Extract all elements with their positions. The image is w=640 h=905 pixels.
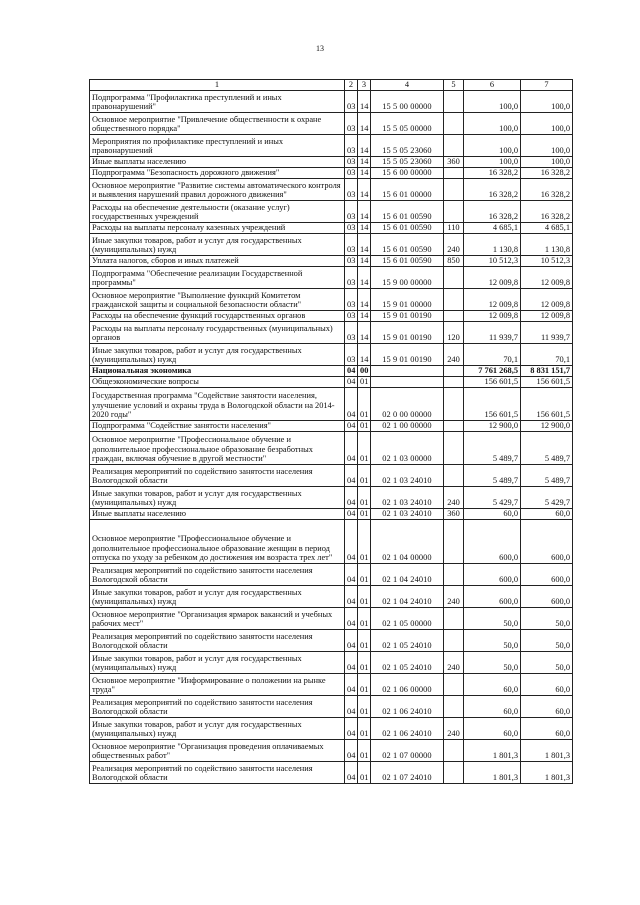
subsection-code-cell: 14 [358,289,371,311]
amount-year2-cell: 4 685,1 [521,223,573,234]
amount-year1-cell: 12 900,0 [464,421,521,432]
target-article-cell: 02 1 03 24010 [371,487,444,509]
expense-type-cell: 240 [444,652,464,674]
section-code-cell: 03 [345,311,358,322]
subsection-code-cell: 00 [358,366,371,377]
expense-type-cell [444,289,464,311]
table-row [90,377,573,388]
amount-year1-cell: 60,0 [464,696,521,718]
row-name-cell: Подпрограмма "Обеспечение реализации Государственной программы" [90,267,345,289]
section-code-cell: 04 [345,762,358,784]
table-row [90,311,573,322]
target-article-cell: 02 1 06 24010 [371,718,444,740]
row-name-cell: Расходы на обеспечение функций государственных органов [90,311,345,322]
row-name-cell: Реализация мероприятий по содействию занятости населения Вологодской области [90,630,345,652]
row-name-cell: Общеэкономические вопросы [90,377,345,388]
expense-type-cell [444,740,464,762]
amount-year1-cell: 156 601,5 [464,388,521,421]
expense-type-cell [444,168,464,179]
section-code-cell: 04 [345,487,358,509]
column-header: 1 [90,80,345,91]
amount-year1-cell: 50,0 [464,630,521,652]
amount-year2-cell: 60,0 [521,509,573,520]
amount-year1-cell: 5 489,7 [464,432,521,465]
section-code-cell: 04 [345,718,358,740]
section-code-cell: 04 [345,366,358,377]
table-row [90,564,573,586]
table-row [90,168,573,179]
subsection-code-cell: 14 [358,234,371,256]
column-header: 5 [444,80,464,91]
target-article-cell: 15 9 01 00190 [371,311,444,322]
amount-year2-cell: 1 130,8 [521,234,573,256]
table-row [90,487,573,509]
expense-type-cell [444,465,464,487]
table-row [90,465,573,487]
table-row [90,421,573,432]
section-code-cell: 03 [345,135,358,157]
expense-type-cell [444,388,464,421]
section-code-cell: 04 [345,630,358,652]
table-row [90,289,573,311]
row-name-cell: Национальная экономика [90,366,345,377]
amount-year1-cell: 60,0 [464,718,521,740]
target-article-cell: 02 1 07 00000 [371,740,444,762]
target-article-cell: 02 1 00 00000 [371,421,444,432]
section-code-cell: 03 [345,322,358,344]
table-row [90,696,573,718]
row-name-cell: Реализация мероприятий по содействию занятости населения Вологодской области [90,762,345,784]
amount-year2-cell: 100,0 [521,135,573,157]
amount-year2-cell: 16 328,2 [521,168,573,179]
row-name-cell: Иные закупки товаров, работ и услуг для государственных (муниципальных) нужд [90,487,345,509]
amount-year2-cell: 12 009,8 [521,311,573,322]
section-code-cell: 03 [345,234,358,256]
target-article-cell: 02 1 04 24010 [371,564,444,586]
expense-type-cell [444,113,464,135]
subsection-code-cell: 01 [358,564,371,586]
amount-year1-cell: 100,0 [464,113,521,135]
section-code-cell: 04 [345,388,358,421]
amount-year1-cell: 11 939,7 [464,322,521,344]
expense-type-cell [444,608,464,630]
amount-year1-cell: 50,0 [464,608,521,630]
section-code-cell: 04 [345,564,358,586]
target-article-cell: 15 5 05 23060 [371,135,444,157]
column-header: 4 [371,80,444,91]
section-code-cell: 04 [345,520,358,564]
amount-year1-cell: 600,0 [464,564,521,586]
row-name-cell: Расходы на обеспечение деятельности (оказание услуг) государственных учреждений [90,201,345,223]
page-number: 13 [316,44,324,53]
target-article-cell [371,377,444,388]
target-article-cell: 15 9 01 00000 [371,289,444,311]
amount-year2-cell: 60,0 [521,696,573,718]
target-article-cell: 15 6 01 00590 [371,223,444,234]
section-code-cell: 04 [345,652,358,674]
row-name-cell: Реализация мероприятий по содействию занятости населения Вологодской области [90,564,345,586]
expense-type-cell [444,520,464,564]
amount-year1-cell: 50,0 [464,652,521,674]
target-article-cell: 15 6 00 00000 [371,168,444,179]
table-body [90,91,573,784]
amount-year2-cell: 1 801,3 [521,740,573,762]
section-code-cell: 03 [345,267,358,289]
amount-year2-cell: 60,0 [521,674,573,696]
amount-year1-cell: 600,0 [464,520,521,564]
subsection-code-cell: 14 [358,157,371,168]
section-code-cell: 03 [345,201,358,223]
subsection-code-cell: 14 [358,113,371,135]
row-name-cell: Реализация мероприятий по содействию занятости населения Вологодской области [90,465,345,487]
amount-year1-cell: 60,0 [464,509,521,520]
row-name-cell: Основное мероприятие "Организация проведения оплачиваемых общественных работ" [90,740,345,762]
expense-type-cell: 240 [444,234,464,256]
target-article-cell: 15 6 01 00590 [371,234,444,256]
target-article-cell: 15 5 05 23060 [371,157,444,168]
subsection-code-cell: 01 [358,762,371,784]
amount-year1-cell: 156 601,5 [464,377,521,388]
column-header: 3 [358,80,371,91]
table-row [90,223,573,234]
expense-type-cell [444,762,464,784]
target-article-cell: 02 1 03 24010 [371,465,444,487]
amount-year2-cell: 8 831 151,7 [521,366,573,377]
row-name-cell: Иные закупки товаров, работ и услуг для государственных (муниципальных) нужд [90,652,345,674]
subsection-code-cell: 14 [358,344,371,366]
section-code-cell: 03 [345,344,358,366]
target-article-cell: 15 6 01 00590 [371,256,444,267]
target-article-cell: 02 1 06 00000 [371,674,444,696]
target-article-cell: 15 6 01 00590 [371,201,444,223]
target-article-cell: 15 5 05 00000 [371,113,444,135]
amount-year2-cell: 50,0 [521,630,573,652]
table-row [90,586,573,608]
amount-year2-cell: 50,0 [521,608,573,630]
amount-year1-cell: 5 429,7 [464,487,521,509]
subsection-code-cell: 01 [358,432,371,465]
amount-year2-cell: 600,0 [521,586,573,608]
table-row [90,91,573,113]
subsection-code-cell: 14 [358,267,371,289]
target-article-cell: 15 9 01 00190 [371,344,444,366]
section-code-cell: 04 [345,674,358,696]
expense-type-cell: 360 [444,157,464,168]
row-name-cell: Подпрограмма "Содействие занятости населения" [90,421,345,432]
amount-year2-cell: 156 601,5 [521,377,573,388]
amount-year1-cell: 12 009,8 [464,267,521,289]
subsection-code-cell: 01 [358,608,371,630]
section-code-cell: 04 [345,608,358,630]
section-code-cell: 04 [345,421,358,432]
expense-type-cell [444,432,464,465]
column-header: 2 [345,80,358,91]
amount-year1-cell: 16 328,2 [464,179,521,201]
row-name-cell: Иные закупки товаров, работ и услуг для государственных (муниципальных) нужд [90,234,345,256]
table-row [90,344,573,366]
amount-year1-cell: 1 801,3 [464,740,521,762]
table-row [90,608,573,630]
subsection-code-cell: 01 [358,377,371,388]
row-name-cell: Мероприятия по профилактике преступлений и иных правонарушений [90,135,345,157]
amount-year1-cell: 600,0 [464,586,521,608]
subsection-code-cell: 14 [358,311,371,322]
expense-type-cell [444,267,464,289]
expense-type-cell [444,377,464,388]
subsection-code-cell: 01 [358,520,371,564]
subsection-code-cell: 14 [358,223,371,234]
target-article-cell: 02 1 06 24010 [371,696,444,718]
row-name-cell: Государственная программа "Содействие занятости населения, улучшение условий и охраны труда в Вологодской области на 2014-2020 годы" [90,388,345,421]
expense-type-cell [444,421,464,432]
amount-year2-cell: 12 900,0 [521,421,573,432]
subsection-code-cell: 01 [358,421,371,432]
row-name-cell: Расходы на выплаты персоналу государственных (муниципальных) органов [90,322,345,344]
target-article-cell: 02 1 07 24010 [371,762,444,784]
table-row [90,652,573,674]
expense-type-cell [444,135,464,157]
amount-year1-cell: 7 761 268,5 [464,366,521,377]
amount-year1-cell: 100,0 [464,135,521,157]
amount-year1-cell: 1 801,3 [464,762,521,784]
expense-type-cell [444,564,464,586]
expense-type-cell [444,179,464,201]
expense-type-cell: 110 [444,223,464,234]
row-name-cell: Основное мероприятие "Развитие системы автоматического контроля и выявления нарушений правил дорожного движения" [90,179,345,201]
subsection-code-cell: 01 [358,630,371,652]
subsection-code-cell: 14 [358,256,371,267]
subsection-code-cell: 14 [358,322,371,344]
amount-year2-cell: 5 429,7 [521,487,573,509]
amount-year2-cell: 60,0 [521,718,573,740]
target-article-cell: 02 0 00 00000 [371,388,444,421]
expense-type-cell [444,674,464,696]
row-name-cell: Основное мероприятие "Организация ярмарок вакансий и учебных рабочих мест" [90,608,345,630]
amount-year2-cell: 10 512,3 [521,256,573,267]
row-name-cell: Иные закупки товаров, работ и услуг для государственных (муниципальных) нужд [90,586,345,608]
subsection-code-cell: 01 [358,388,371,421]
row-name-cell: Подпрограмма "Безопасность дорожного движения" [90,168,345,179]
amount-year2-cell: 16 328,2 [521,201,573,223]
table-row [90,113,573,135]
target-article-cell: 15 5 00 00000 [371,91,444,113]
expense-type-cell: 850 [444,256,464,267]
table-row [90,157,573,168]
amount-year2-cell: 16 328,2 [521,179,573,201]
target-article-cell [371,366,444,377]
subsection-code-cell: 14 [358,168,371,179]
subsection-code-cell: 01 [358,740,371,762]
target-article-cell: 15 6 01 00000 [371,179,444,201]
row-name-cell: Основное мероприятие "Информирование о положении на рынке труда" [90,674,345,696]
expense-type-cell [444,696,464,718]
expense-type-cell: 120 [444,322,464,344]
row-name-cell: Расходы на выплаты персоналу казенных учреждений [90,223,345,234]
table-row [90,234,573,256]
subsection-code-cell: 01 [358,696,371,718]
section-code-cell: 04 [345,465,358,487]
column-header: 7 [521,80,573,91]
section-code-cell: 04 [345,696,358,718]
expense-type-cell [444,201,464,223]
subsection-code-cell: 14 [358,135,371,157]
subsection-code-cell: 01 [358,674,371,696]
row-name-cell: Реализация мероприятий по содействию занятости населения Вологодской области [90,696,345,718]
amount-year1-cell: 16 328,2 [464,201,521,223]
amount-year1-cell: 12 009,8 [464,289,521,311]
table-header-row [90,80,573,91]
target-article-cell: 02 1 04 24010 [371,586,444,608]
subsection-code-cell: 01 [358,487,371,509]
section-code-cell: 03 [345,179,358,201]
section-code-cell: 04 [345,377,358,388]
table-row [90,322,573,344]
row-name-cell: Иные выплаты населению [90,157,345,168]
table-row [90,256,573,267]
table-row [90,388,573,421]
budget-table [89,79,573,784]
target-article-cell: 02 1 03 24010 [371,509,444,520]
expense-type-cell [444,311,464,322]
section-code-cell: 03 [345,289,358,311]
amount-year2-cell: 70,1 [521,344,573,366]
amount-year2-cell: 1 801,3 [521,762,573,784]
amount-year1-cell: 70,1 [464,344,521,366]
table-row [90,201,573,223]
table-row [90,432,573,465]
table-row [90,630,573,652]
amount-year1-cell: 12 009,8 [464,311,521,322]
target-article-cell: 15 9 01 00190 [371,322,444,344]
row-name-cell: Основное мероприятие "Выполнение функций Комитетом гражданской защиты и социальной безопасности области" [90,289,345,311]
amount-year2-cell: 12 009,8 [521,289,573,311]
amount-year2-cell: 100,0 [521,91,573,113]
expense-type-cell [444,630,464,652]
amount-year2-cell: 50,0 [521,652,573,674]
section-code-cell: 03 [345,113,358,135]
expense-type-cell: 360 [444,509,464,520]
table-row [90,520,573,564]
amount-year2-cell: 5 489,7 [521,465,573,487]
amount-year2-cell: 600,0 [521,564,573,586]
section-code-cell: 03 [345,91,358,113]
subsection-code-cell: 01 [358,465,371,487]
amount-year2-cell: 100,0 [521,157,573,168]
table-row [90,674,573,696]
amount-year2-cell: 156 601,5 [521,388,573,421]
row-name-cell: Подпрограмма "Профилактика преступлений и иных правонарушений" [90,91,345,113]
amount-year1-cell: 100,0 [464,157,521,168]
target-article-cell: 02 1 04 00000 [371,520,444,564]
table-row [90,179,573,201]
expense-type-cell [444,366,464,377]
subsection-code-cell: 14 [358,179,371,201]
row-name-cell: Уплата налогов, сборов и иных платежей [90,256,345,267]
expense-type-cell: 240 [444,586,464,608]
amount-year2-cell: 600,0 [521,520,573,564]
section-code-cell: 03 [345,223,358,234]
amount-year1-cell: 100,0 [464,91,521,113]
row-name-cell: Иные выплаты населению [90,509,345,520]
table-row [90,366,573,377]
subsection-code-cell: 14 [358,91,371,113]
table-row [90,509,573,520]
expense-type-cell: 240 [444,487,464,509]
expense-type-cell: 240 [444,718,464,740]
amount-year2-cell: 5 489,7 [521,432,573,465]
target-article-cell: 02 1 03 00000 [371,432,444,465]
amount-year2-cell: 100,0 [521,113,573,135]
section-code-cell: 04 [345,432,358,465]
row-name-cell: Основное мероприятие "Профессиональное обучение и дополнительное профессиональное образование женщин в период отпуска по уходу за ребенком до достижения им возраста трех лет" [90,520,345,564]
row-name-cell: Иные закупки товаров, работ и услуг для государственных (муниципальных) нужд [90,344,345,366]
section-code-cell: 04 [345,509,358,520]
table-row [90,267,573,289]
amount-year1-cell: 16 328,2 [464,168,521,179]
row-name-cell: Основное мероприятие "Привлечение общественности к охране общественного порядка" [90,113,345,135]
section-code-cell: 03 [345,256,358,267]
target-article-cell: 02 1 05 24010 [371,652,444,674]
subsection-code-cell: 01 [358,718,371,740]
subsection-code-cell: 14 [358,201,371,223]
table-row [90,135,573,157]
expense-type-cell [444,91,464,113]
target-article-cell: 15 9 00 00000 [371,267,444,289]
table-row [90,718,573,740]
target-article-cell: 02 1 05 00000 [371,608,444,630]
amount-year2-cell: 12 009,8 [521,267,573,289]
amount-year1-cell: 1 130,8 [464,234,521,256]
table-row [90,740,573,762]
subsection-code-cell: 01 [358,652,371,674]
section-code-cell: 04 [345,586,358,608]
section-code-cell: 03 [345,168,358,179]
row-name-cell: Основное мероприятие "Профессиональное обучение и дополнительное профессиональное образование безработных граждан, включая обучение в другой местности" [90,432,345,465]
amount-year1-cell: 4 685,1 [464,223,521,234]
row-name-cell: Иные закупки товаров, работ и услуг для государственных (муниципальных) нужд [90,718,345,740]
table-row [90,762,573,784]
amount-year1-cell: 60,0 [464,674,521,696]
section-code-cell: 04 [345,740,358,762]
subsection-code-cell: 01 [358,586,371,608]
column-header: 6 [464,80,521,91]
target-article-cell: 02 1 05 24010 [371,630,444,652]
section-code-cell: 03 [345,157,358,168]
amount-year1-cell: 5 489,7 [464,465,521,487]
amount-year2-cell: 11 939,7 [521,322,573,344]
amount-year1-cell: 10 512,3 [464,256,521,267]
expense-type-cell: 240 [444,344,464,366]
subsection-code-cell: 01 [358,509,371,520]
